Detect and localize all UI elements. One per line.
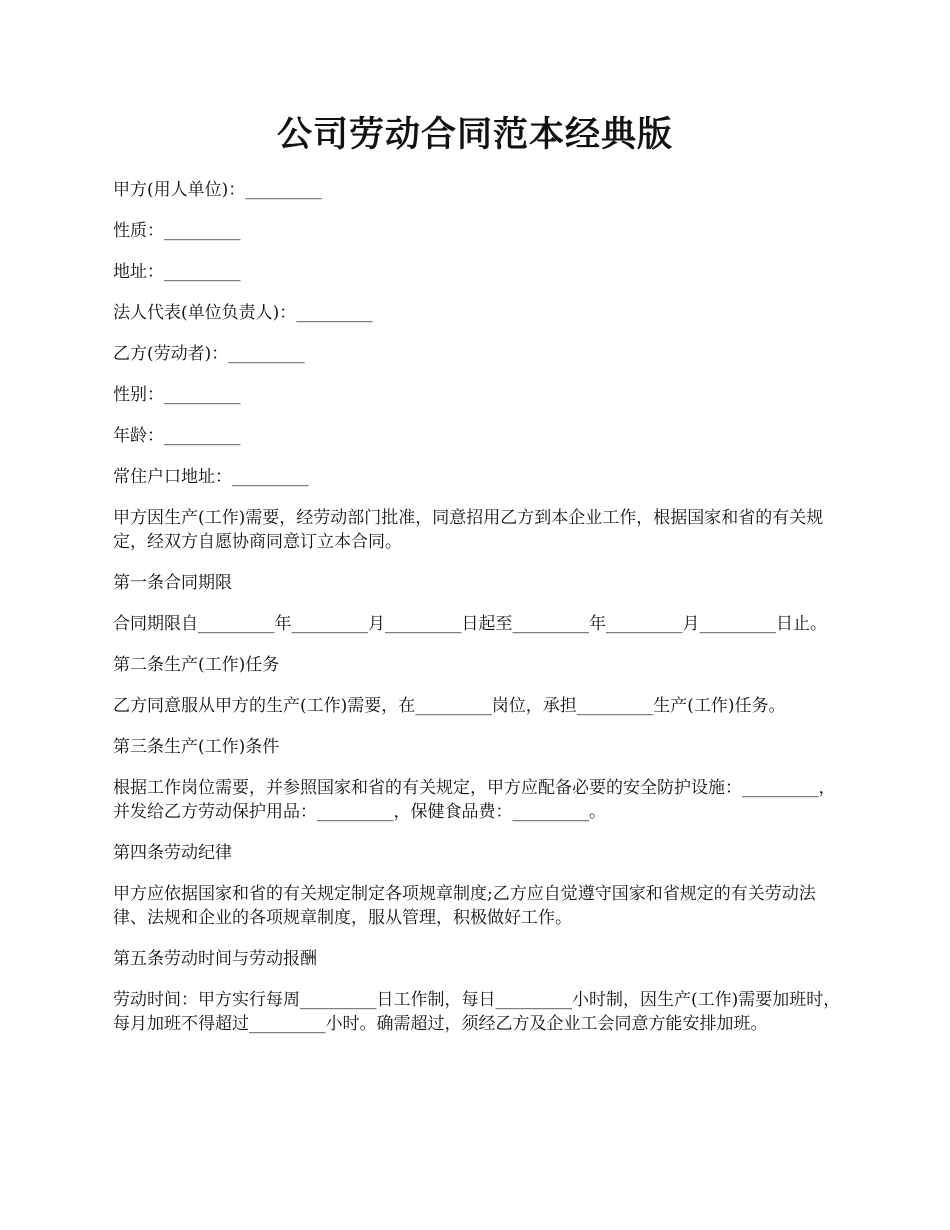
gender-field: 性别：_________	[113, 385, 241, 405]
work-task-paragraph: 乙方同意服从甲方的生产(工作)需要，在_________岗位，承担_________生产(工作)任务。	[113, 696, 786, 716]
nature-field: 性质：_________	[113, 221, 241, 241]
document-title: 公司劳动合同范本经典版	[276, 115, 673, 155]
article-3-heading: 第三条生产(工作)条件	[113, 737, 280, 757]
working-hours-paragraph: 劳动时间：甲方实行每周_________日工作制，每日_________小时制，因生产(工作)需要加班时，每月加班不得超过_________小时。确需超过，须经乙方及企业工会同意方能安排加班。	[113, 990, 841, 1034]
article-5-heading: 第五条劳动时间与劳动报酬	[113, 949, 317, 969]
party-a-field: 甲方(用人单位)：_________	[113, 180, 322, 200]
residence-address-field: 常住户口地址：_________	[113, 467, 309, 487]
legal-representative-field: 法人代表(单位负责人)：_________	[113, 303, 373, 323]
contract-term-paragraph: 合同期限自_________年_________月_________日起至_________年_________月_________日止。	[113, 614, 827, 634]
age-field: 年龄：_________	[113, 426, 241, 446]
document-body	[113, 178, 843, 1053]
work-conditions-paragraph: 根据工作岗位需要，并参照国家和省的有关规定，甲方应配备必要的安全防护设施：_________，并发给乙方劳动保护用品：_________，保健食品费：_________。	[113, 778, 836, 822]
address-field: 地址：_________	[113, 262, 241, 282]
article-1-heading: 第一条合同期限	[113, 573, 232, 593]
party-b-field: 乙方(劳动者)：_________	[113, 344, 305, 364]
discipline-paragraph: 甲方应依据国家和省的有关规定制定各项规章制度;乙方应自觉遵守国家和省规定的有关劳动法律、法规和企业的各项规章制度，服从管理，积极做好工作。	[113, 884, 816, 928]
preamble-paragraph: 甲方因生产(工作)需要，经劳动部门批准，同意招用乙方到本企业工作，根据国家和省的有关规定，经双方自愿协商同意订立本合同。	[113, 508, 824, 552]
article-2-heading: 第二条生产(工作)任务	[113, 655, 280, 675]
article-4-heading: 第四条劳动纪律	[113, 843, 232, 863]
